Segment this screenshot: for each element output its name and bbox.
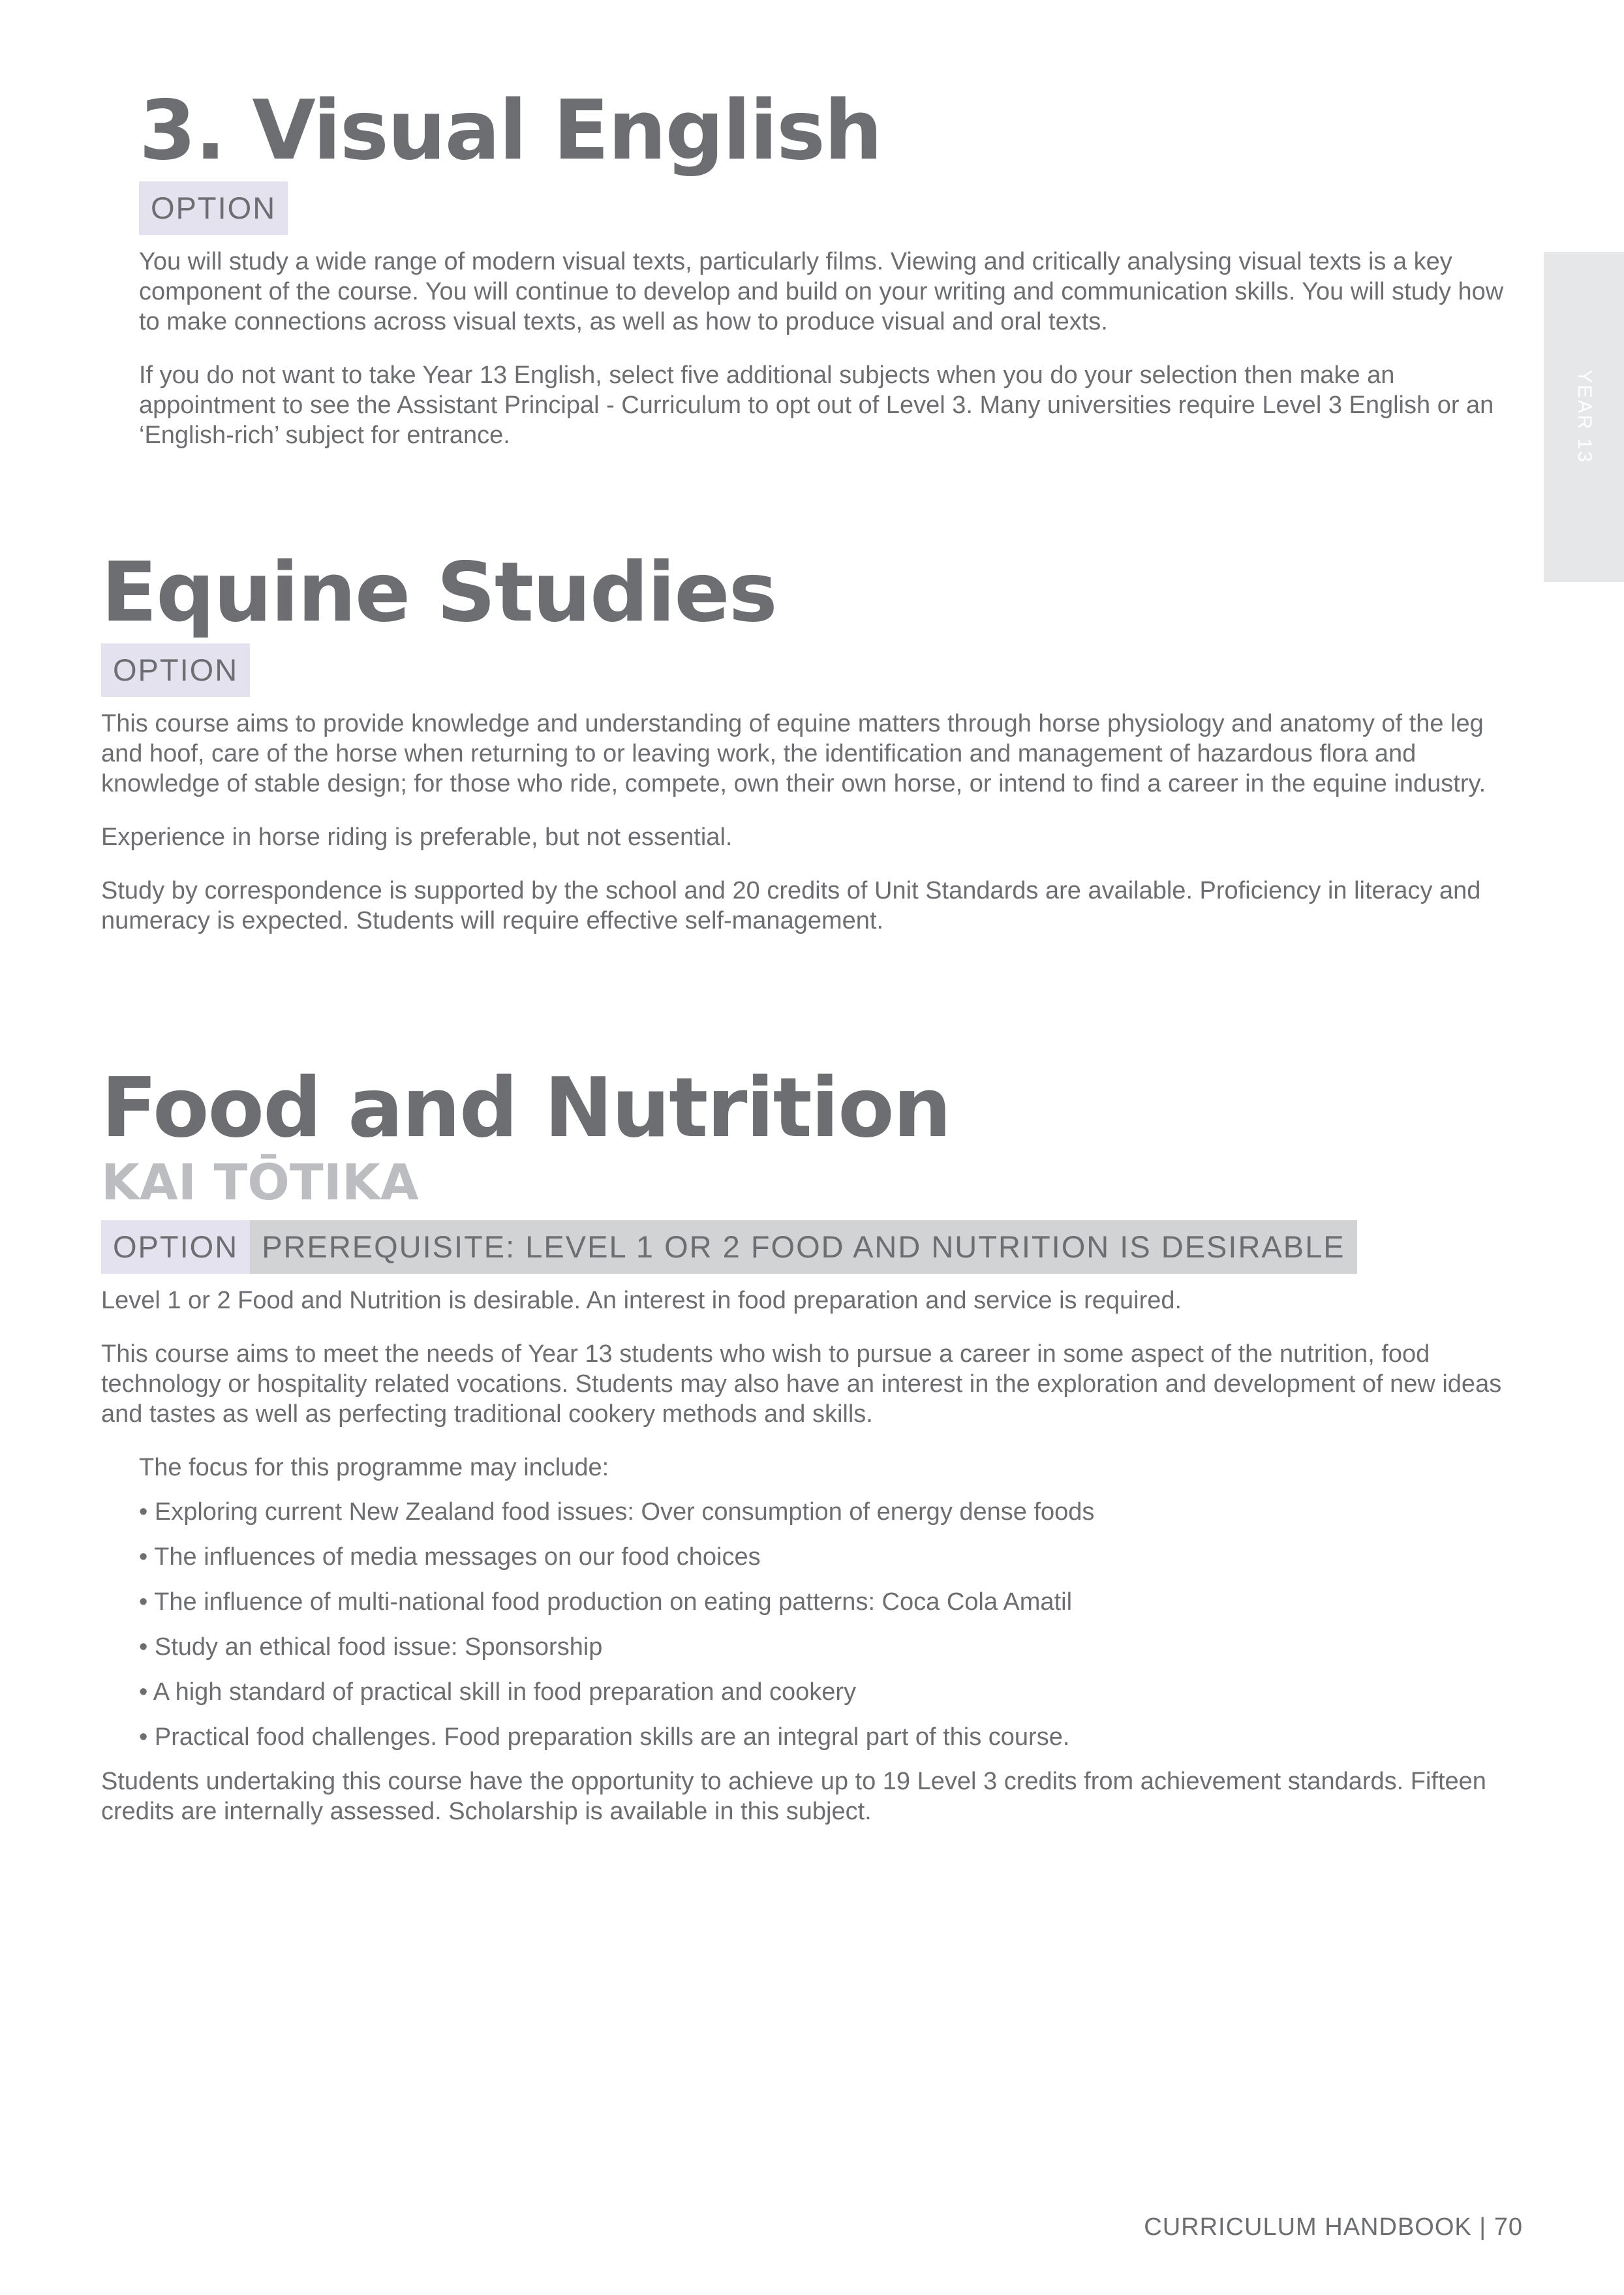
option-tag: OPTION [139,181,288,235]
tag-row [101,1220,1517,1274]
paragraph: Study by correspondence is supported by the school and 20 credits of Unit Standards are available. Proficiency in literacy and numeracy is expected. Students will require effective self-management. [101,877,1481,934]
section-visual-english [139,82,1522,450]
list-item: • The influence of multi-national food production on eating patterns: Coca Cola Amatil [139,1588,1073,1616]
prerequisite-tag: PREREQUISITE: LEVEL 1 OR 2 FOOD AND NUTRITION IS DESIRABLE [250,1220,1356,1274]
section-title-equine-studies: Equine Studies [101,544,776,640]
paragraph: You will study a wide range of modern visual texts, particularly films. Viewing and critically analysing visual texts is a key component of the course. You will continue to develop and build on your writing and communication skills. You will study how to make connections across visual texts, as well as how to produce visual and oral texts. [139,248,1504,335]
list-item: • The influences of media messages on our food choices [139,1543,761,1571]
list-intro: The focus for this programme may include: [139,1454,609,1481]
paragraph: Experience in horse riding is preferable, but not essential. [101,824,733,851]
year-side-tab [1544,252,1624,582]
list-item: • Exploring current New Zealand food issues: Over consumption of energy dense foods [139,1498,1095,1526]
paragraph: This course aims to provide knowledge and understanding of equine matters through horse physiology and anatomy of the leg and hoof, care of the horse when returning to or leaving work, the identification and management of hazardous flora and knowledge of stable design; for those who ride, compete, own their own horse, or intend to find a career in the equine industry. [101,710,1486,797]
year-side-tab-label: YEAR 13 [1573,369,1595,465]
paragraph: This course aims to meet the needs of Year 13 students who wish to pursue a career in some aspect of the nutrition, food technology or hospitality related vocations. Students may also have an interest in the exploration and development of new ideas and tastes as well as perfecting traditional cookery methods and skills. [101,1340,1502,1428]
option-tag: OPTION [101,1220,250,1274]
list-item: • A high standard of practical skill in food preparation and cookery [139,1678,857,1706]
paragraph: Level 1 or 2 Food and Nutrition is desirable. An interest in food preparation and service is required. [101,1287,1182,1314]
option-tag: OPTION [101,643,250,697]
section-title-visual-english: 3. Visual English [139,82,881,178]
tag-row [101,643,1517,697]
paragraph: Students undertaking this course have the opportunity to achieve up to 19 Level 3 credits from achievement standards. Fifteen credits are internally assessed. Scholarship is available in this subject. [101,1768,1486,1825]
section-title-food-nutrition: Food and Nutrition [101,1060,951,1156]
paragraph: If you do not want to take Year 13 English, select five additional subjects when you do your selection then make an appointment to see the Assistant Principal - Curriculum to opt out of Level 3. Many universities require Level 3 English or an ‘English-rich’ subject for entrance. [139,362,1494,449]
list-item: • Study an ethical food issue: Sponsorship [139,1633,603,1661]
focus-list [101,1497,1517,1752]
tag-row [139,181,1522,235]
section-subtitle-maori: KAI TŌTIKA [101,1153,419,1211]
section-food-nutrition [101,1062,1517,1826]
list-item: • Practical food challenges. Food preparation skills are an integral part of this course. [139,1723,1070,1751]
section-equine-studies [101,544,1517,936]
page-footer: CURRICULUM HANDBOOK | 70 [1144,2213,1523,2241]
